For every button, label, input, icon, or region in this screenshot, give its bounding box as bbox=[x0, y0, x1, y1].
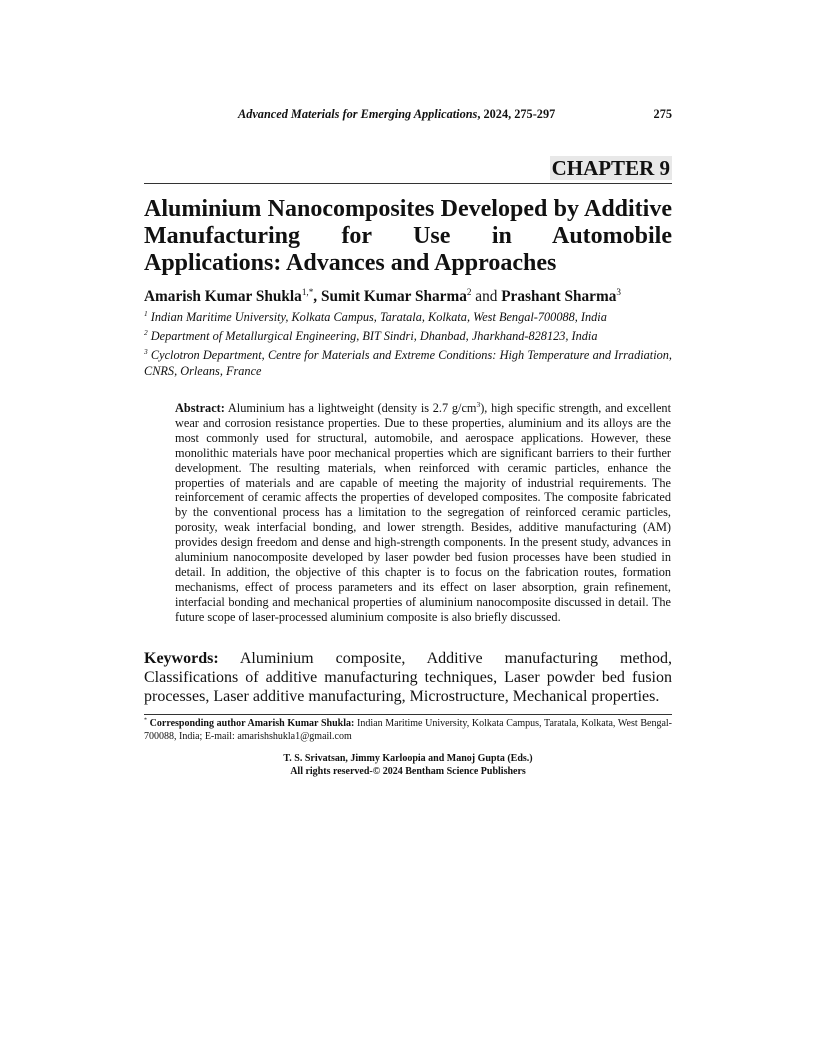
chapter-label: CHAPTER 9 bbox=[551, 156, 670, 180]
author-sep: , bbox=[313, 288, 321, 305]
author-sup: 3 bbox=[616, 286, 621, 297]
footnote bbox=[144, 718, 672, 743]
author-name: Sumit Kumar Sharma bbox=[320, 288, 467, 305]
title-line: Applications: Advances and Approaches bbox=[144, 250, 557, 276]
affiliation bbox=[144, 347, 672, 379]
chapter-title bbox=[144, 196, 672, 277]
title-line: Aluminium Nanocomposites Developed by Additive bbox=[144, 196, 672, 222]
aff-sup: 3 bbox=[144, 346, 148, 356]
citation: , 2024, 275-297 bbox=[477, 107, 556, 121]
affiliation bbox=[144, 328, 672, 344]
keywords-line: Classifications of additive manufacturing techniques, Laser powder bed fusion bbox=[144, 668, 672, 686]
aff-sup: 1 bbox=[144, 308, 148, 318]
abstract bbox=[175, 401, 671, 625]
journal-title: Advanced Materials for Emerging Applications bbox=[238, 107, 478, 121]
aff-text: Indian Maritime University, Kolkata Campus, Taratala, Kolkata, West Bengal-700088, India bbox=[147, 310, 607, 324]
aff-sup: 2 bbox=[144, 327, 148, 337]
footnote-sup: * bbox=[144, 718, 147, 725]
divider bbox=[144, 183, 672, 184]
copyright: All rights reserved-© 2024 Bentham Science Publishers bbox=[290, 765, 526, 777]
editors-block bbox=[144, 753, 672, 778]
chapter-row bbox=[144, 156, 672, 183]
abstract-text: Aluminium has a lightweight (density is 2.7 g/cm bbox=[224, 401, 477, 415]
abstract-sup: 3 bbox=[476, 399, 481, 409]
running-header bbox=[238, 106, 672, 122]
abstract-label: Abstract: bbox=[175, 401, 225, 415]
aff-text: Cyclotron Department, Centre for Materials and Extreme Conditions: High Temperature and Irradiation, CNRS, Orleans, France bbox=[144, 348, 672, 378]
footnote-text: Indian Maritime University, Kolkata Campus, Taratala, Kolkata, West Bengal-700088, India; E-mail: amarishshukla1@gmail.com bbox=[144, 718, 673, 742]
keywords-line: processes, Laser additive manufacturing, Microstructure, Mechanical properties. bbox=[144, 688, 660, 706]
aff-text: Department of Metallurgical Engineering, BIT Sindri, Dhanbad, Jharkhand-828123, India bbox=[147, 329, 598, 343]
affiliation bbox=[144, 309, 672, 325]
title-line: Manufacturing for Use in Automobile bbox=[144, 223, 672, 249]
footnote-label: Corresponding author Amarish Kumar Shukla: bbox=[147, 718, 355, 730]
footnote-divider bbox=[144, 714, 672, 715]
author-sep: and bbox=[471, 288, 502, 305]
editors: T. S. Srivatsan, Jimmy Karloopia and Manoj Gupta (Eds.) bbox=[283, 753, 533, 765]
abstract-text: ), high specific strength, and excellent wear and corrosion resistance properties. Due to these properties, aluminium and its alloys are the most commonly used for structural, automobile, and aerospace applications. However, these monolithic materials have poor mechanical properties which are significant barriers to their further development. The resulting materials, when reinforced with ceramic particles, enhance the properties of materials and are capable of meeting the majority of industrial requirements. The reinforcement of ceramic affects the properties of developed composites. The composite fabricated by the conventional process has a limitation to the segregation of reinforced ceramic particles, porosity, weak interfacial bonding, and lower strength. Besides, additive manufacturing (AM) provides design freedom and dense and high-strength components. In the present study, advances in aluminium nanocomposite developed by laser powder bed fusion processes have been studied in detail. In addition, the objective of this chapter is to focus on the fabrication routes, formation mechanisms, effect of process parameters and its effect on laser absorption, grain refinement, interfacial bonding and mechanical properties of aluminium nanocomposite discussed in detail. The future scope of laser-processed aluminium composite is also briefly discussed. bbox=[175, 401, 672, 624]
keywords-text: Aluminium composite, Additive manufacturing method, bbox=[239, 649, 672, 667]
author-sup: 2 bbox=[466, 286, 472, 297]
author-name: Amarish Kumar Shukla bbox=[144, 288, 302, 305]
author-name: Prashant Sharma bbox=[501, 288, 617, 305]
authors bbox=[144, 287, 672, 306]
keywords-label: Keywords: bbox=[144, 649, 219, 667]
keywords bbox=[144, 649, 672, 707]
author-sup: 1,* bbox=[301, 286, 314, 297]
page-number: 275 bbox=[653, 107, 672, 121]
